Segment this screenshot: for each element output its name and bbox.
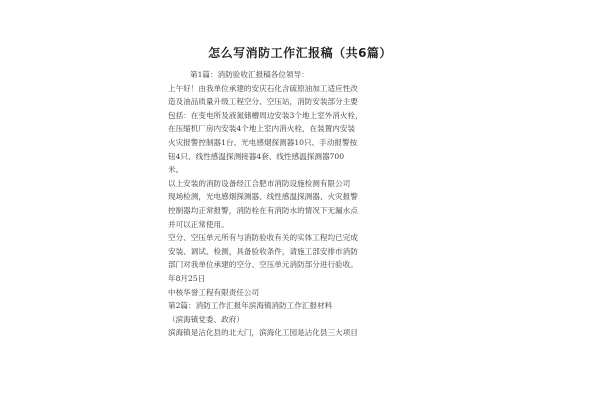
body-line: 在压缩机厂房内安装4个地上室内消火栓，在装置内安装 [168,124,356,134]
body-line: 以上安装的消防设备经江合肥市消防设施检测有限公司 [168,178,351,188]
body-line: 滨海镇是沾化县的北大门，滨海化工园是沾化县三大项目 [168,328,358,338]
body-line: 并可以正常使用。 [168,219,229,229]
body-line: 空分、空压单元所有与消防验收有关的实体工程均已完成 [168,233,358,243]
body-line: 上午好！由我单位承建的安庆石化含硫原油加工适应性改 [168,83,358,93]
body-line: 米。 [168,165,184,175]
body-line: 年8月25日 [168,273,206,283]
body-line: 部门对我单位承建的空分、空压单元消防部分进行验收。 [168,260,358,270]
body-line: 钮4只、线性感温探测接器4套、线性感温探测器700 [168,151,345,161]
document-title: 怎么写消防工作汇报稿（共6篇） [208,46,392,60]
body-line: 现场检测，光电感烟探测器、线性感温探测器、火灾报警 [168,192,358,202]
body-line: 造及油品质量升级工程空分、空压站，消防安装部分主要 [168,97,358,107]
body-line: 第1篇：消防验收汇报稿各位领导： [190,70,309,79]
document-body [168,68,432,340]
body-line: 包括：在变电所及液氮储槽周边安装3个地上室外消火栓， [168,110,363,120]
body-line: 控制器均正常报警，消防栓在有消防水的情况下无漏水点 [168,205,358,215]
body-line: 安装、调试、检测，具备验收条件，请施工部安排市消防 [168,246,358,256]
body-line: （滨海镇党委、政府） [168,314,244,324]
body-line: 第2篇：消防工作汇报年滨海镇消防工作汇报材料 [168,301,333,311]
body-line: 火灾报警控制器1台、光电感烟探测器10只、手动报警按 [168,137,358,147]
body-line: 中核华誉工程有限责任公司 [168,287,260,297]
document-sheet [168,0,432,400]
